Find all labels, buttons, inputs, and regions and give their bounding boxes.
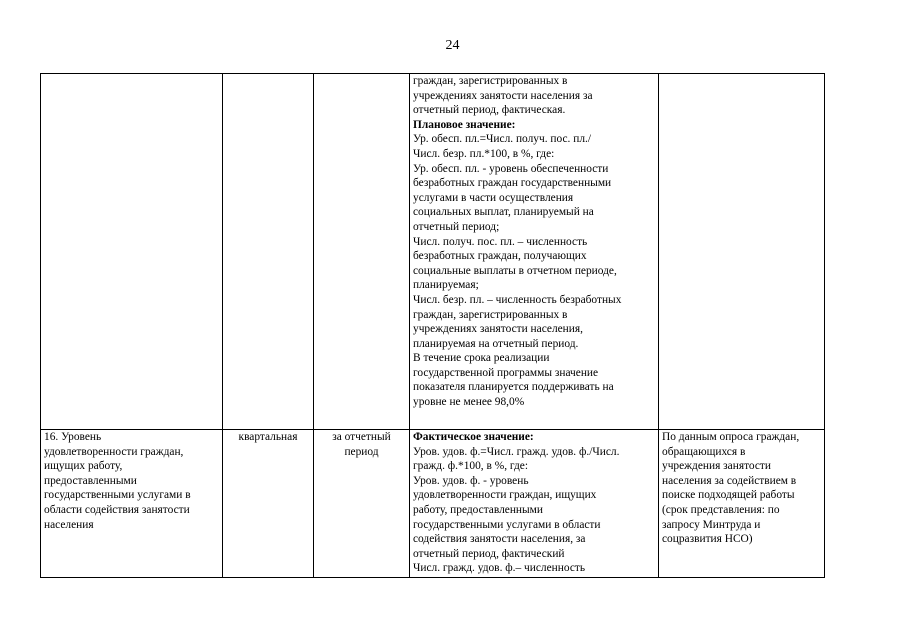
source-line: По данным опроса граждан, <box>662 431 800 443</box>
method-line: Уров. удов. ф.=Числ. гражд. удов. ф./Числ. <box>413 445 620 458</box>
indicator-name-line: области содействия занятости <box>44 503 190 516</box>
method-line: Ур. обесп. пл. - уровень обеспеченности <box>413 162 609 175</box>
indicator-table <box>40 73 825 578</box>
cell-method <box>410 430 659 578</box>
planned-value-heading: Плановое значение: <box>413 118 516 131</box>
source-line: обращающихся в <box>662 445 746 458</box>
method-line: отчетный период, фактический <box>413 547 565 560</box>
method-line: Числ. безр. пл. – численность безработных <box>413 293 622 306</box>
indicator-name-line: населения <box>44 518 94 531</box>
method-line: отчетный период, фактическая. <box>413 104 566 117</box>
method-line: работу, предоставленными <box>413 503 543 516</box>
method-line: граждан, зарегистрированных в <box>413 308 568 321</box>
method-line: услугами в части осуществления <box>413 191 574 204</box>
source-line: запросу Минтруда и <box>662 518 761 531</box>
cell-period <box>314 430 410 578</box>
method-line: безработных граждан, получающих <box>413 250 587 263</box>
period-line: за отчетный <box>332 431 391 443</box>
indicator-name-line: 16. Уровень <box>44 431 102 443</box>
method-line: учреждениях занятости населения за <box>413 89 593 102</box>
cell-indicator-name-continued <box>41 74 223 430</box>
cell-source <box>659 430 825 578</box>
source-line: учреждения занятости <box>662 460 772 473</box>
cell-periodicity-continued <box>223 74 314 430</box>
cell-indicator-name <box>41 430 223 578</box>
cell-period-continued <box>314 74 410 430</box>
method-line: учреждениях занятости населения, <box>413 323 583 336</box>
method-line: граждан, зарегистрированных в <box>413 75 568 87</box>
method-line: удовлетворенности граждан, ищущих <box>413 489 597 502</box>
table-row-continued <box>41 74 825 430</box>
method-line: социальных выплат, планируемый на <box>413 206 594 219</box>
indicator-name-line: предоставленными <box>44 474 137 487</box>
method-line: социальные выплаты в отчетном периоде, <box>413 264 617 277</box>
method-line: Числ. безр. пл.*100, в %, где: <box>413 147 555 160</box>
method-line: гражд. ф.*100, в %, где: <box>413 460 529 473</box>
method-line: планируемая на отчетный период. <box>413 337 579 350</box>
source-line: (срок представления: по <box>662 503 780 516</box>
method-line: Уров. удов. ф. - уровень <box>413 474 529 487</box>
source-line: поиске подходящей работы <box>662 489 795 502</box>
method-line: безработных граждан государственными <box>413 177 612 190</box>
cell-method-continued <box>410 74 659 430</box>
method-line: планируемая; <box>413 279 479 292</box>
method-line: уровне не менее 98,0% <box>413 396 525 409</box>
method-line: Числ. получ. пос. пл. – численность <box>413 235 588 248</box>
method-line: Ур. обесп. пл.=Числ. получ. пос. пл./ <box>413 133 592 146</box>
method-line: В течение срока реализации <box>413 352 550 365</box>
indicator-name-line: ищущих работу, <box>44 460 123 473</box>
actual-value-heading: Фактическое значение: <box>413 431 534 443</box>
table-row-indicator-16 <box>41 430 825 578</box>
cell-source-continued <box>659 74 825 430</box>
method-line: государственной программы значение <box>413 366 599 379</box>
indicator-name-line: государственными услугами в <box>44 489 191 502</box>
method-line: государственными услугами в области <box>413 518 601 531</box>
period-line: период <box>344 445 379 458</box>
method-line: Числ. гражд. удов. ф.– численность <box>413 562 586 575</box>
source-line: населения за содействием в <box>662 474 797 487</box>
page-number: 24 <box>445 38 460 53</box>
method-line: показателя планируется поддерживать на <box>413 381 614 394</box>
indicator-name-line: удовлетворенности граждан, <box>44 445 184 458</box>
cell-periodicity: квартальная <box>223 430 314 578</box>
source-line: соцразвития НСО) <box>662 533 753 546</box>
method-line: содействия занятости населения, за <box>413 533 586 546</box>
method-line: отчетный период; <box>413 220 500 233</box>
